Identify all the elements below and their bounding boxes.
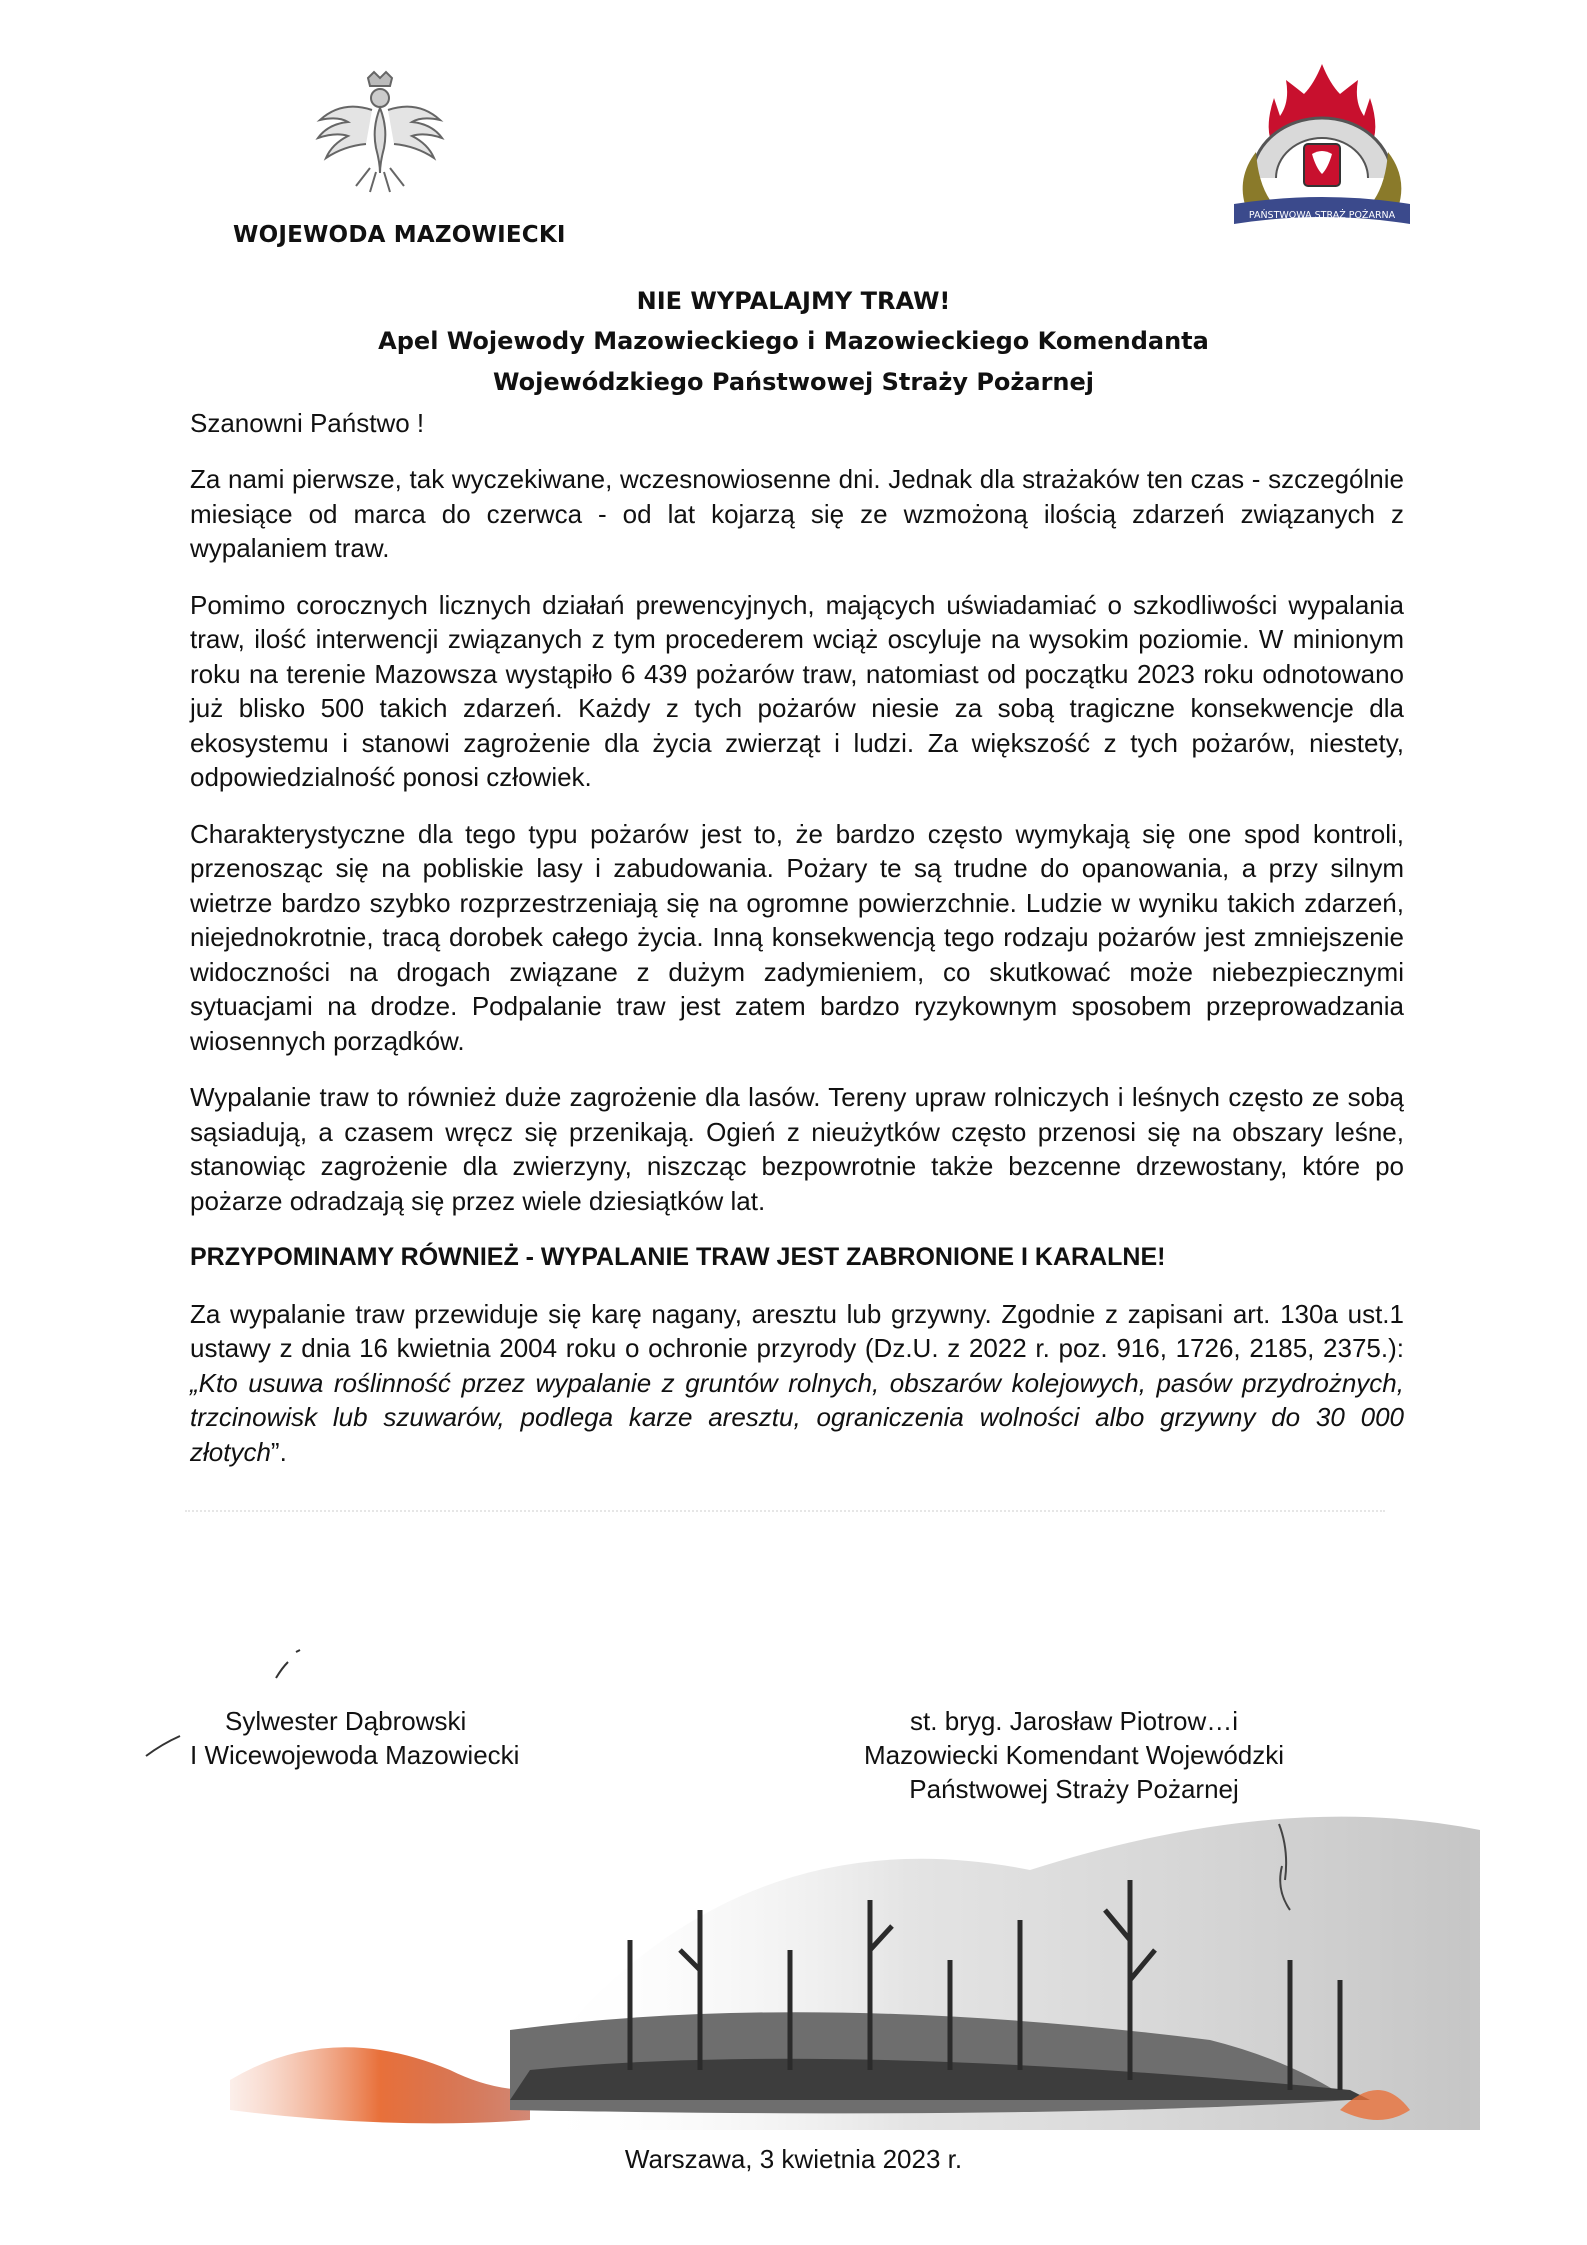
- legal-intro: Za wypalanie traw przewiduje się karę nagany, aresztu lub grzywny. Zgodnie z zapisani art. 130a ust.1 ustawy z dnia 16 kwietnia 2004 roku o ochronie przyrody (Dz.U. z 2022 r. poz. 916, 1726, 2185, 2375.):: [190, 1298, 1404, 1363]
- signatory-name-right: st. bryg. Jarosław Piotrow…i: [910, 1706, 1239, 1736]
- signatory-role-right-line1: Mazowiecki Komendant Wojewódzki: [864, 1740, 1285, 1770]
- paragraph: Za nami pierwsze, tak wyczekiwane, wczesnowiosenne dni. Jednak dla strażaków ten czas - szczególnie miesiące od marca do czerwca - od lat kojarzą się ze wzmożoną ilością zdarzeń związanych z wypalaniem traw.: [190, 464, 1404, 563]
- polish-eagle-emblem-icon: [310, 68, 450, 198]
- legal-paragraph: [190, 1297, 1404, 1470]
- document-subtitle-line1: Apel Wojewody Mazowieckiego i Mazowieckiego Komendanta: [378, 327, 1209, 355]
- divider: [185, 1510, 1385, 1512]
- paragraph: Charakterystyczne dla tego typu pożarów jest to, że bardzo często wymykają się one spod kontroli, przenosząc się na pobliskie lasy i zabudowania. Pożary te są trudne do opanowania, a przy silnym wietrze bardzo szybko rozprzestrzeniają się na ogromne powierzchnie. Ludzie w wyniku takich zdarzeń, niejednokrotnie, tracą dorobek całego życia. Inną konsekwencją tego rodzaju pożarów jest zmniejszenie widoczności na drogach związane z dużym zadymieniem, co skutkować może niebezpiecznymi sytuacjami na drodze. Podpalanie traw jest zatem bardzo ryzykownym sposobem przeprowadzania wiosennych porządków.: [190, 818, 1404, 1056]
- psp-logo-text: PAŃSTWOWA STRAŻ POŻARNA: [1248, 210, 1396, 221]
- document-title: NIE WYPALAJMY TRAW!: [636, 287, 951, 315]
- letter-body: [190, 462, 1404, 1491]
- burning-grass-illustration: [230, 1770, 1480, 2170]
- signatory-name-left: Sylwester Dąbrowski: [225, 1706, 467, 1736]
- organization-name: WOJEWODA MAZOWIECKI: [233, 222, 566, 248]
- state-fire-service-emblem-icon: [1232, 58, 1412, 230]
- legal-outro: ”.: [270, 1436, 287, 1467]
- salutation: Szanowni Państwo !: [190, 408, 425, 438]
- signature-left: [190, 1704, 519, 1772]
- document-subtitle-line2: Wojewódzkiego Państwowej Straży Pożarnej: [492, 368, 1094, 396]
- legal-quote: „Kto usuwa roślinność przez wypalanie z gruntów rolnych, obszarów kolejowych, pasów przydrożnych, trzcinowisk lub szuwarów, podlega karze aresztu, ograniczenia wolności albo grzywny do 30 000 złotych: [190, 1367, 1404, 1467]
- paragraph: Pomimo corocznych licznych działań prewencyjnych, mających uświadamiać o szkodliwości wypalania traw, ilość interwencji związanych z tym procederem wciąż oscyluje na wysokim poziomie. W minionym roku na terenie Mazowsza wystąpiło 6 439 pożarów traw, natomiast od początku 2023 roku odnotowano już blisko 500 takich zdarzeń. Każdy z tych pożarów niesie za sobą tragiczne konsekwencje dla ekosystemu i stanowi zagrożenie dla życia zwierząt i ludzi. Za większość z tych pożarów, niestety, odpowiedzialność ponosi człowiek.: [190, 589, 1404, 792]
- warning-heading: PRZYPOMINAMY RÓWNIEŻ - WYPALANIE TRAW JEST ZABRONIONE I KARALNE!: [190, 1243, 1166, 1271]
- place-and-date: Warszawa, 3 kwietnia 2023 r.: [624, 2144, 963, 2174]
- paragraph: Wypalanie traw to również duże zagrożenie dla lasów. Tereny upraw rolniczych i leśnych często ze sobą sąsiadują, a czasem wręcz się przenikają. Ogień z nieużytków często przenosi się na obszary leśne, stanowiąc zagrożenie dla zwierzyny, niszcząc bezpowrotnie także bezcenne drzewostany, które po pożarze odradzają się przez wiele dziesiątków lat.: [190, 1082, 1404, 1216]
- signatory-role-right-line2: Państwowej Straży Pożarnej: [909, 1774, 1239, 1804]
- signatory-role-left: I Wicewojewoda Mazowiecki: [190, 1740, 520, 1770]
